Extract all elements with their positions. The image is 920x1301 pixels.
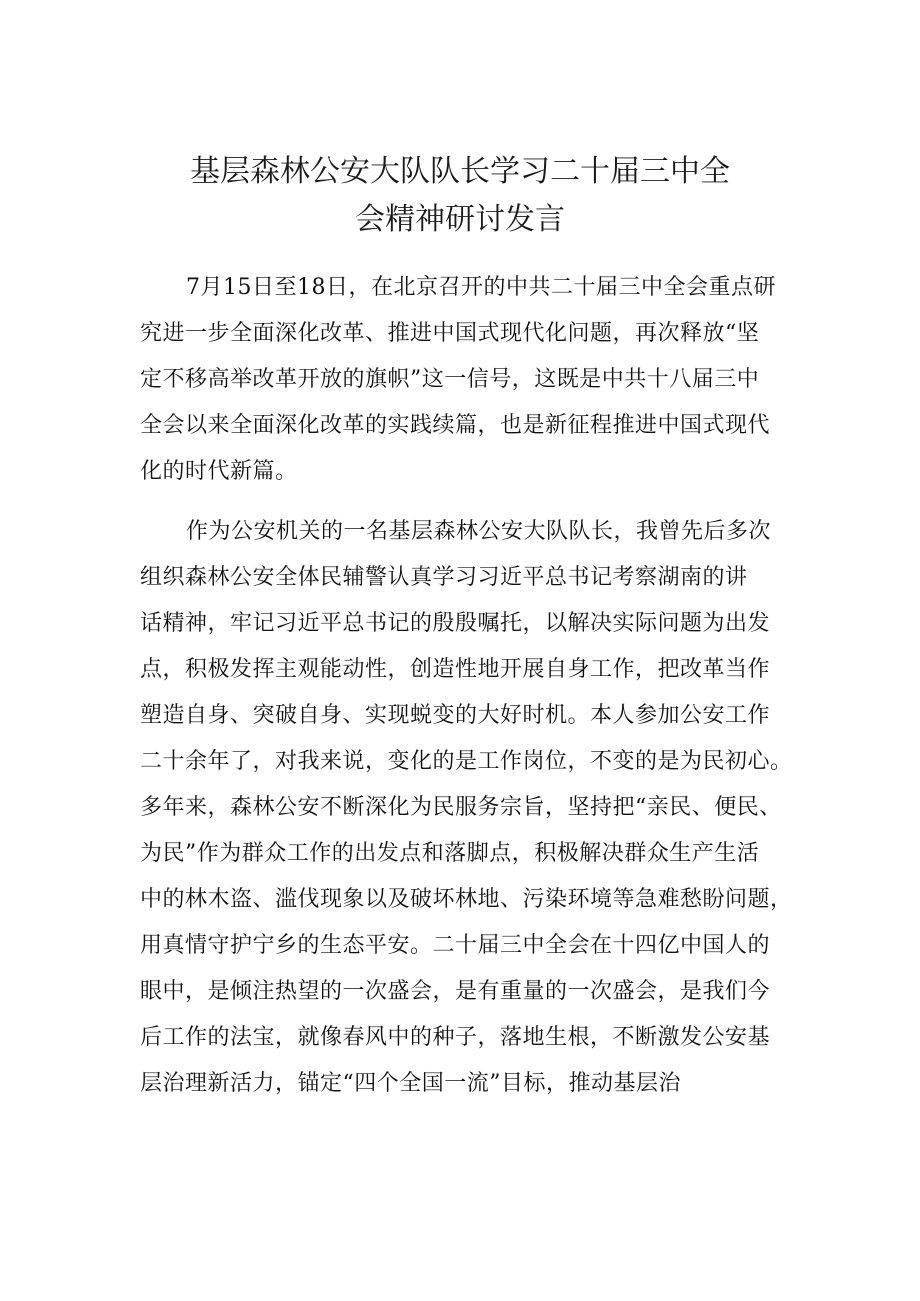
title-line: 会精神研讨发言: [355, 202, 565, 237]
paragraph-1: [140, 265, 790, 495]
document-title: [140, 148, 780, 244]
paragraph-line: 究进一步全面深化改革、推进中国式现代化问题，再次释放“坚: [140, 321, 760, 346]
paragraph-line: 眼中，是倾注热望的一次盛会，是有重量的一次盛会，是我们今: [140, 979, 771, 1004]
paragraph-line: 多年来，森林公安不断深化为民服务宗旨，坚持把“亲民、便民、: [140, 795, 782, 820]
paragraph-line: 作为公安机关的一名基层森林公安大队队长，我曾先后多次: [186, 519, 772, 544]
paragraph-2: [140, 509, 793, 1107]
paragraph-line: 化的时代新篇。: [140, 459, 298, 484]
paragraph-line: 定不移高举改革开放的旗帜”这一信号，这既是中共十八届三中: [140, 367, 760, 392]
paragraph-line: 点，积极发挥主观能动性，创造性地开展自身工作，把改革当作: [140, 657, 771, 682]
paragraph-line: 用真情守护宁乡的生态平安。二十届三中全会在十四亿中国人的: [140, 933, 771, 958]
paragraph-line: 后工作的法宝，就像春风中的种子，落地生根，不断激发公安基: [140, 1025, 771, 1050]
paragraph-line: 二十余年了，对我来说，变化的是工作岗位，不变的是为民初心。: [140, 749, 793, 774]
document-body: [140, 265, 793, 1107]
paragraph-line: 组织森林公安全体民辅警认真学习习近平总书记考察湖南的讲: [140, 565, 748, 590]
paragraph-line: 7月15日至18日，在北京召开的中共二十届三中全会重点研: [186, 275, 776, 300]
paragraph-line: 全会以来全面深化改革的实践续篇，也是新征程推进中国式现代: [140, 413, 771, 438]
paragraph-line: 为民”作为群众工作的出发点和落脚点，积极解决群众生产生活: [140, 841, 760, 866]
paragraph-line: 话精神，牢记习近平总书记的殷殷嘱托，以解决实际问题为出发: [140, 611, 771, 636]
paragraph-line: 层治理新活力，锚定“四个全国一流”目标，推动基层治: [140, 1071, 681, 1096]
paragraph-line: 中的林木盗、滥伐现象以及破坏林地、污染环境等急难愁盼问题，: [140, 887, 793, 912]
paragraph-line: 塑造自身、突破自身、实现蜕变的大好时机。本人参加公安工作: [140, 703, 771, 728]
title-line: 基层森林公安大队队长学习二十届三中全: [190, 154, 730, 189]
